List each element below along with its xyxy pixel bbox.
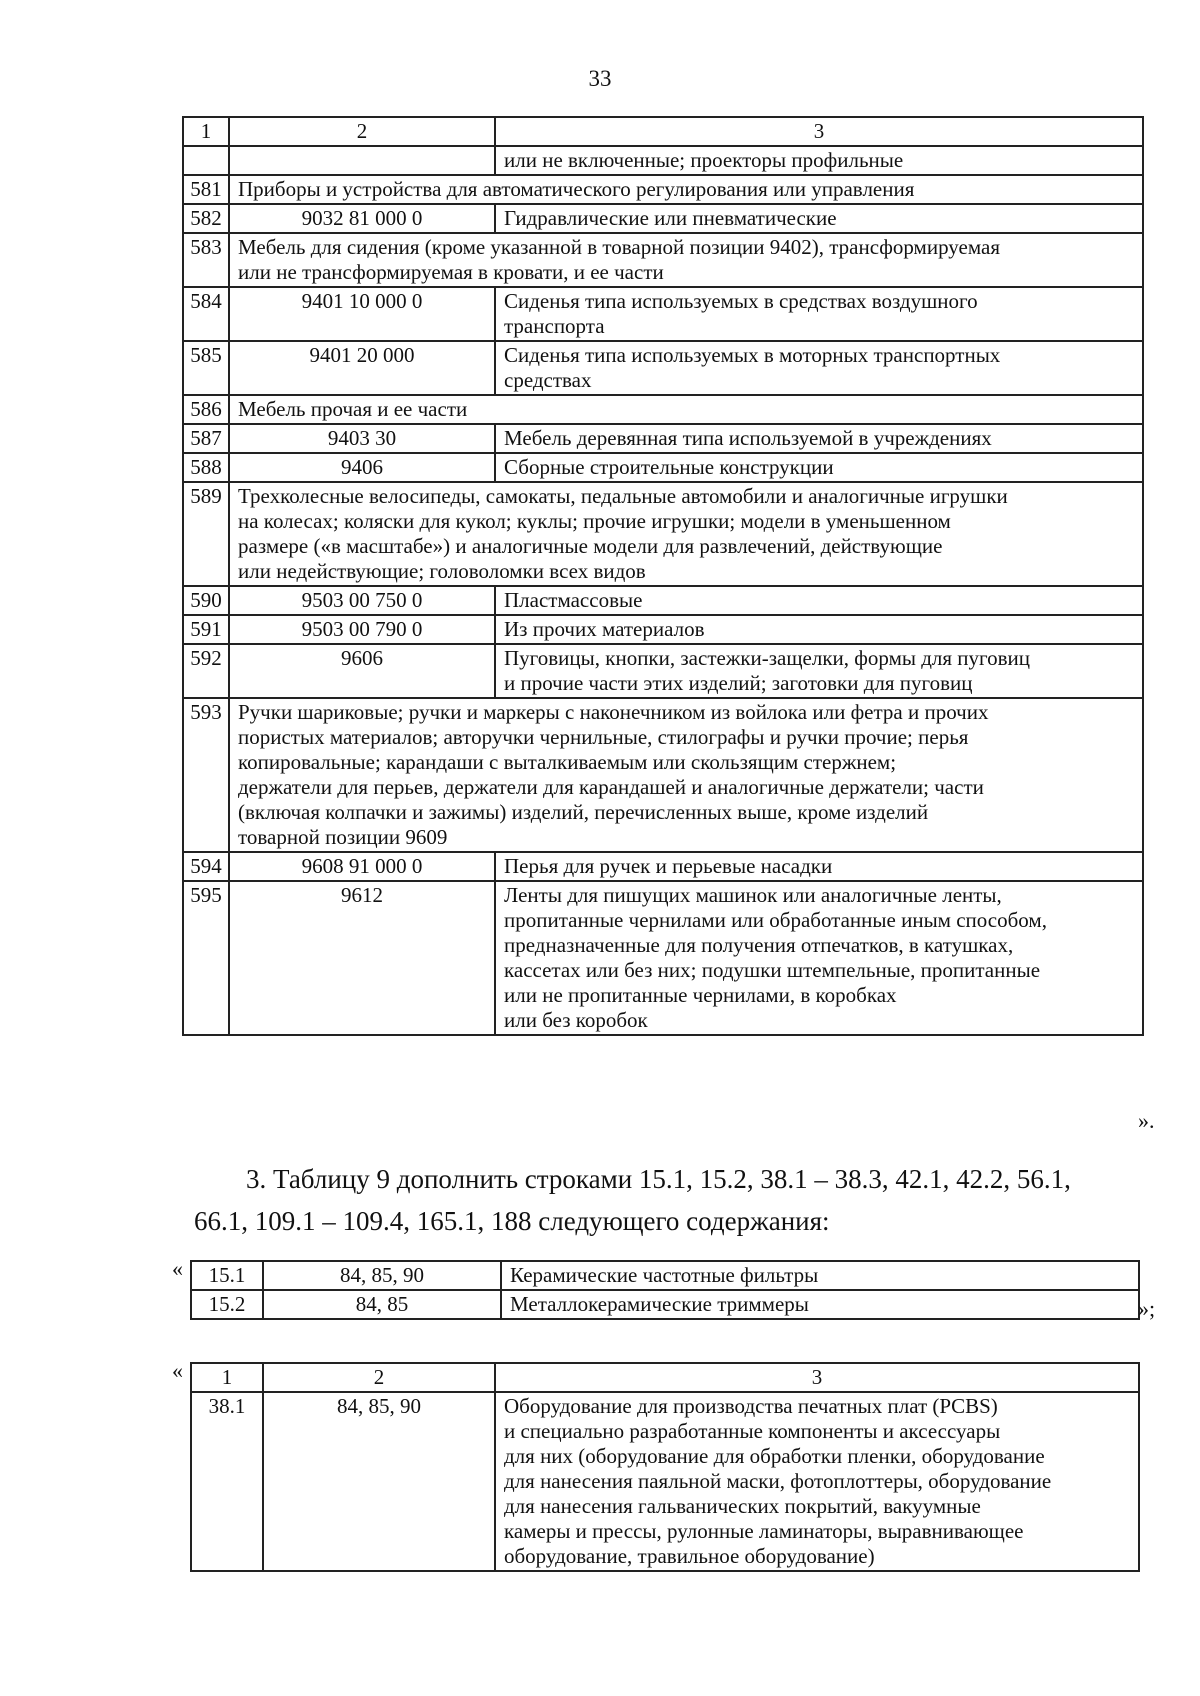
paragraph-line: 3. Таблицу 9 дополнить строками 15.1, 15.2, 38.1 – 38.3, 42.1, 42.2, 56.1, <box>246 1164 1071 1194</box>
table-row <box>183 615 1143 644</box>
row-number: 586 <box>183 395 229 424</box>
table-row <box>183 146 1143 175</box>
table-row <box>183 204 1143 233</box>
row-code: 84, 85, 90 <box>263 1392 495 1571</box>
row-code: 9606 <box>229 644 495 698</box>
table-body <box>183 146 1143 1035</box>
column-header: 1 <box>183 117 229 146</box>
row-code: 9503 00 790 0 <box>229 615 495 644</box>
table-row <box>183 482 1143 586</box>
opening-quote: « <box>172 1358 183 1383</box>
row-description: Металлокерамические триммеры <box>501 1290 1139 1319</box>
row-description: Керамические частотные фильтры <box>501 1261 1139 1290</box>
row-description: Пластмассовые <box>495 586 1143 615</box>
row-number: 15.2 <box>191 1290 263 1319</box>
paragraph-line: 66.1, 109.1 – 109.4, 165.1, 188 следующего содержания: <box>194 1206 830 1236</box>
row-code: 9032 81 000 0 <box>229 204 495 233</box>
table-body <box>191 1261 1139 1319</box>
table-body <box>191 1392 1139 1571</box>
table9-rows-38 <box>190 1362 1140 1572</box>
table-row <box>183 698 1143 852</box>
column-header: 2 <box>229 117 495 146</box>
row-number: 590 <box>183 586 229 615</box>
table-row <box>183 644 1143 698</box>
table-row <box>191 1261 1139 1290</box>
row-description: Оборудование для производства печатных плат (PCBS) и специально разработанные компоненты и аксессуары для них (оборудование для обработки пленки, оборудование для нанесения паяльной маски, фотоплоттеры, оборудование для нанесения гальванических покрытий, вакуумные камеры и прессы, рулонные ламинаторы, выравнивающее оборудование, травильное оборудование) <box>495 1392 1139 1571</box>
table-row <box>183 424 1143 453</box>
column-header: 3 <box>495 117 1143 146</box>
page-number: 33 <box>588 66 612 91</box>
row-description: Мебель для сидения (кроме указанной в товарной позиции 9402), трансформируемая или не трансформируемая в кровати, и ее части <box>229 233 1143 287</box>
row-code <box>229 146 495 175</box>
row-description: Приборы и устройства для автоматического регулирования или управления <box>229 175 1143 204</box>
row-code: 9401 20 000 <box>229 341 495 395</box>
table-row <box>183 395 1143 424</box>
row-number: 593 <box>183 698 229 852</box>
row-number: 15.1 <box>191 1261 263 1290</box>
row-number: 589 <box>183 482 229 586</box>
row-description: Сиденья типа используемых в моторных транспортных средствах <box>495 341 1143 395</box>
row-number: 585 <box>183 341 229 395</box>
table-row <box>183 586 1143 615</box>
row-number: 594 <box>183 852 229 881</box>
row-description: Трехколесные велосипеды, самокаты, педальные автомобили и аналогичные игрушки на колесах; коляски для кукол; куклы; прочие игрушки; модели в уменьшенном размере («в масштабе») и аналогичные модели для развлечений, действующие или недействующие; головоломки всех видов <box>229 482 1143 586</box>
row-code: 9401 10 000 0 <box>229 287 495 341</box>
row-code: 84, 85 <box>263 1290 501 1319</box>
row-description: Мебель прочая и ее части <box>229 395 1143 424</box>
table-header-row <box>183 117 1143 146</box>
table-row <box>183 852 1143 881</box>
row-number: 595 <box>183 881 229 1035</box>
row-number: 587 <box>183 424 229 453</box>
row-description: Мебель деревянная типа используемой в учреждениях <box>495 424 1143 453</box>
row-code: 9403 30 <box>229 424 495 453</box>
row-number: 588 <box>183 453 229 482</box>
row-description: Сиденья типа используемых в средствах воздушного транспорта <box>495 287 1143 341</box>
closing-quote: »; <box>1138 1296 1156 1321</box>
closing-quote: ». <box>1138 1108 1155 1133</box>
table-row <box>183 175 1143 204</box>
row-number: 581 <box>183 175 229 204</box>
row-code: 9608 91 000 0 <box>229 852 495 881</box>
column-header: 2 <box>263 1363 495 1392</box>
table-row <box>183 287 1143 341</box>
row-description: Перья для ручек и перьевые насадки <box>495 852 1143 881</box>
row-description: Пуговицы, кнопки, застежки-защелки, формы для пуговиц и прочие части этих изделий; заготовки для пуговиц <box>495 644 1143 698</box>
table9-rows-15 <box>190 1260 1140 1320</box>
row-number: 592 <box>183 644 229 698</box>
table-header-row <box>191 1363 1139 1392</box>
row-code: 9503 00 750 0 <box>229 586 495 615</box>
amendment-paragraph <box>194 1158 1154 1242</box>
row-description: Гидравлические или пневматические <box>495 204 1143 233</box>
row-number: 582 <box>183 204 229 233</box>
row-number: 591 <box>183 615 229 644</box>
row-number <box>183 146 229 175</box>
row-number: 584 <box>183 287 229 341</box>
table-row <box>183 233 1143 287</box>
row-description: Из прочих материалов <box>495 615 1143 644</box>
table-row <box>191 1392 1139 1571</box>
row-description: или не включенные; проекторы профильные <box>495 146 1143 175</box>
row-number: 583 <box>183 233 229 287</box>
row-number: 38.1 <box>191 1392 263 1571</box>
row-description: Сборные строительные конструкции <box>495 453 1143 482</box>
table-row <box>183 453 1143 482</box>
opening-quote: « <box>172 1256 183 1281</box>
row-description: Ручки шариковые; ручки и маркеры с наконечником из войлока или фетра и прочих пористых материалов; авторучки чернильные, стилографы и ручки прочие; перья копировальные; карандаши с выталкиваемым или скользящим стержнем; держатели для перьев, держатели для карандашей и аналогичные держатели; части (включая колпачки и зажимы) изделий, перечисленных выше, кроме изделий товарной позиции 9609 <box>229 698 1143 852</box>
table-row <box>191 1290 1139 1319</box>
row-description: Ленты для пишущих машинок или аналогичные ленты, пропитанные чернилами или обработанные иным способом, предназначенные для получения отпечатков, в катушках, кассетах или без них; подушки штемпельные, пропитанные или не пропитанные чернилами, в коробках или без коробок <box>495 881 1143 1035</box>
column-header: 1 <box>191 1363 263 1392</box>
table-row <box>183 341 1143 395</box>
table-row <box>183 881 1143 1035</box>
goods-table-continued <box>182 116 1144 1036</box>
row-code: 9406 <box>229 453 495 482</box>
column-header: 3 <box>495 1363 1139 1392</box>
row-code: 84, 85, 90 <box>263 1261 501 1290</box>
row-code: 9612 <box>229 881 495 1035</box>
